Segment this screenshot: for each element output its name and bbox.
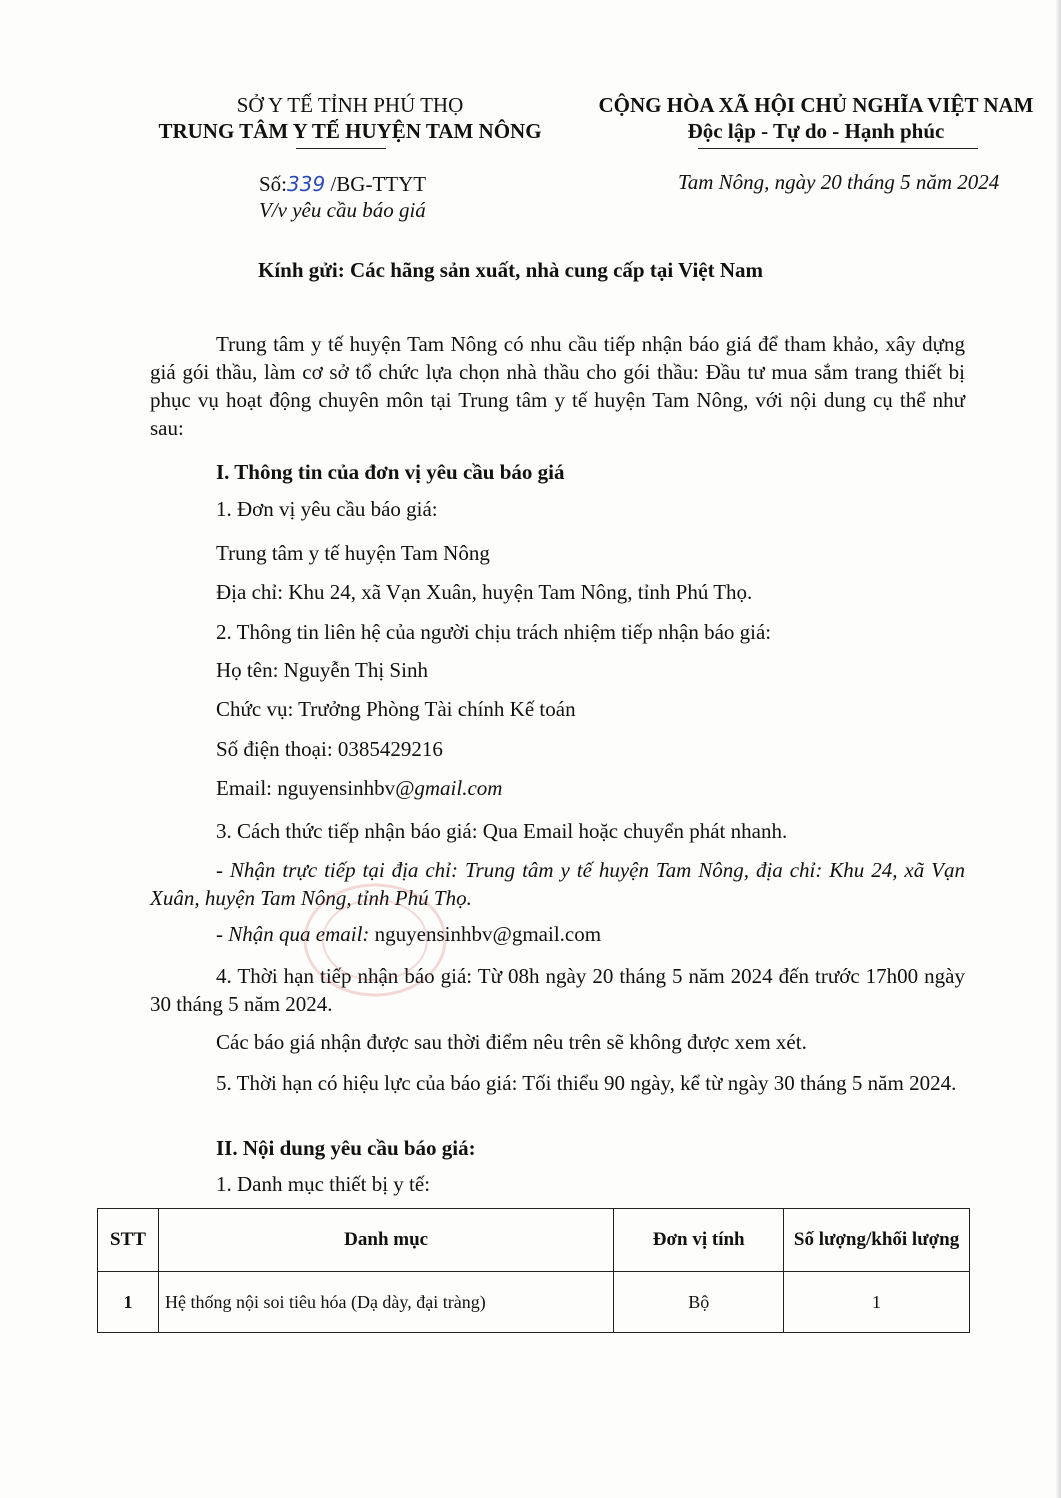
unit-name: Trung tâm y tế huyện Tam Nông [216, 541, 490, 565]
contact-phone: Số điện thoại: 0385429216 [216, 737, 443, 761]
cell-stt: 1 [98, 1272, 159, 1333]
email-delivery-value: nguyensinhbv@gmail.com [369, 922, 602, 946]
nation-title: CỘNG HÒA XÃ HỘI CHỦ NGHĨA VIỆT NAM [598, 93, 1034, 117]
header-left [120, 92, 580, 144]
number-suffix: /BG-TTYT [330, 172, 427, 196]
motto: Độc lập - Tự do - Hạnh phúc [687, 119, 945, 143]
contact-email-user: Email: nguyensinhbv [216, 776, 396, 800]
document-number [259, 172, 426, 197]
section1-title: I. Thông tin của đơn vị yêu cầu báo giá [216, 460, 565, 484]
document-subject: V/v yêu cầu báo giá [259, 198, 426, 222]
direct-delivery: - Nhận trực tiếp tại địa chỉ: Trung tâm y tế huyện Tam Nông, địa chỉ: Khu 24, xã Vạn Xuân, huyện Tam Nông, tỉnh Phú Thọ. [150, 858, 965, 910]
department-name: SỞ Y TẾ TỈNH PHÚ THỌ [236, 93, 464, 117]
section1-item4: 4. Thời hạn tiếp nhận báo giá: Từ 08h ngày 20 tháng 5 năm 2024 đến trước 17h00 ngày 30 tháng 5 năm 2024. [150, 964, 965, 1016]
motto-underline [698, 148, 978, 149]
organization-name: TRUNG TÂM Y TẾ HUYỆN TAM NÔNG [158, 119, 542, 143]
intro-paragraph: Trung tâm y tế huyện Tam Nông có nhu cầu tiếp nhận báo giá để tham khảo, xây dựng giá gói thầu, làm cơ sở tổ chức lựa chọn nhà thầu cho gói thầu: Đầu tư mua sắm trang thiết bị phục vụ hoạt động chuyên môn tại Trung tâm y tế huyện Tam Nông, với nội dung cụ thể như sau: [150, 332, 965, 440]
cell-qty: 1 [784, 1272, 970, 1333]
section2-item1: 1. Danh mục thiết bị y tế: [216, 1172, 431, 1196]
section1-item2: 2. Thông tin liên hệ của người chịu trách nhiệm tiếp nhận báo giá: [216, 620, 772, 644]
header-item: Danh mục [158, 1209, 613, 1272]
contact-email [216, 776, 502, 801]
header-stt: STT [98, 1209, 159, 1272]
salutation: Kính gửi: Các hãng sản xuất, nhà cung cấp tại Việt Nam [258, 258, 764, 282]
place-date: Tam Nông, ngày 20 tháng 5 năm 2024 [678, 170, 1000, 194]
number-value: 339 [287, 172, 326, 196]
contact-position: Chức vụ: Trưởng Phòng Tài chính Kế toán [216, 697, 576, 721]
cell-item: Hệ thống nội soi tiêu hóa (Dạ dày, đại tràng) [158, 1272, 613, 1333]
section1-item5: 5. Thời hạn có hiệu lực của báo giá: Tối thiểu 90 ngày, kể từ ngày 30 tháng 5 năm 2024. [216, 1071, 957, 1095]
faint-stamp-mark [300, 880, 450, 1000]
equipment-table [97, 1208, 970, 1333]
section1-item3: 3. Cách thức tiếp nhận báo giá: Qua Email hoặc chuyển phát nhanh. [216, 819, 788, 843]
header-unit: Đơn vị tính [614, 1209, 784, 1272]
table-row [98, 1272, 970, 1333]
email-delivery-label: - Nhận qua email: [216, 922, 370, 946]
contact-email-domain: @gmail.com [395, 776, 503, 800]
cell-unit: Bộ [614, 1272, 784, 1333]
late-note: Các báo giá nhận được sau thời điểm nêu trên sẽ không được xem xét. [216, 1030, 807, 1054]
number-prefix: Số: [259, 172, 288, 196]
unit-address: Địa chỉ: Khu 24, xã Vạn Xuân, huyện Tam Nông, tỉnh Phú Thọ. [216, 580, 753, 604]
header-qty: Số lượng/khối lượng [784, 1209, 970, 1272]
table-header-row [98, 1209, 970, 1272]
section2-title: II. Nội dung yêu cầu báo giá: [216, 1136, 476, 1160]
page-edge-shadow [1055, 0, 1061, 1498]
section1-item1: 1. Đơn vị yêu cầu báo giá: [216, 497, 438, 521]
header-right [586, 92, 1046, 144]
header-left-underline [296, 148, 386, 149]
contact-name: Họ tên: Nguyễn Thị Sinh [216, 658, 428, 682]
